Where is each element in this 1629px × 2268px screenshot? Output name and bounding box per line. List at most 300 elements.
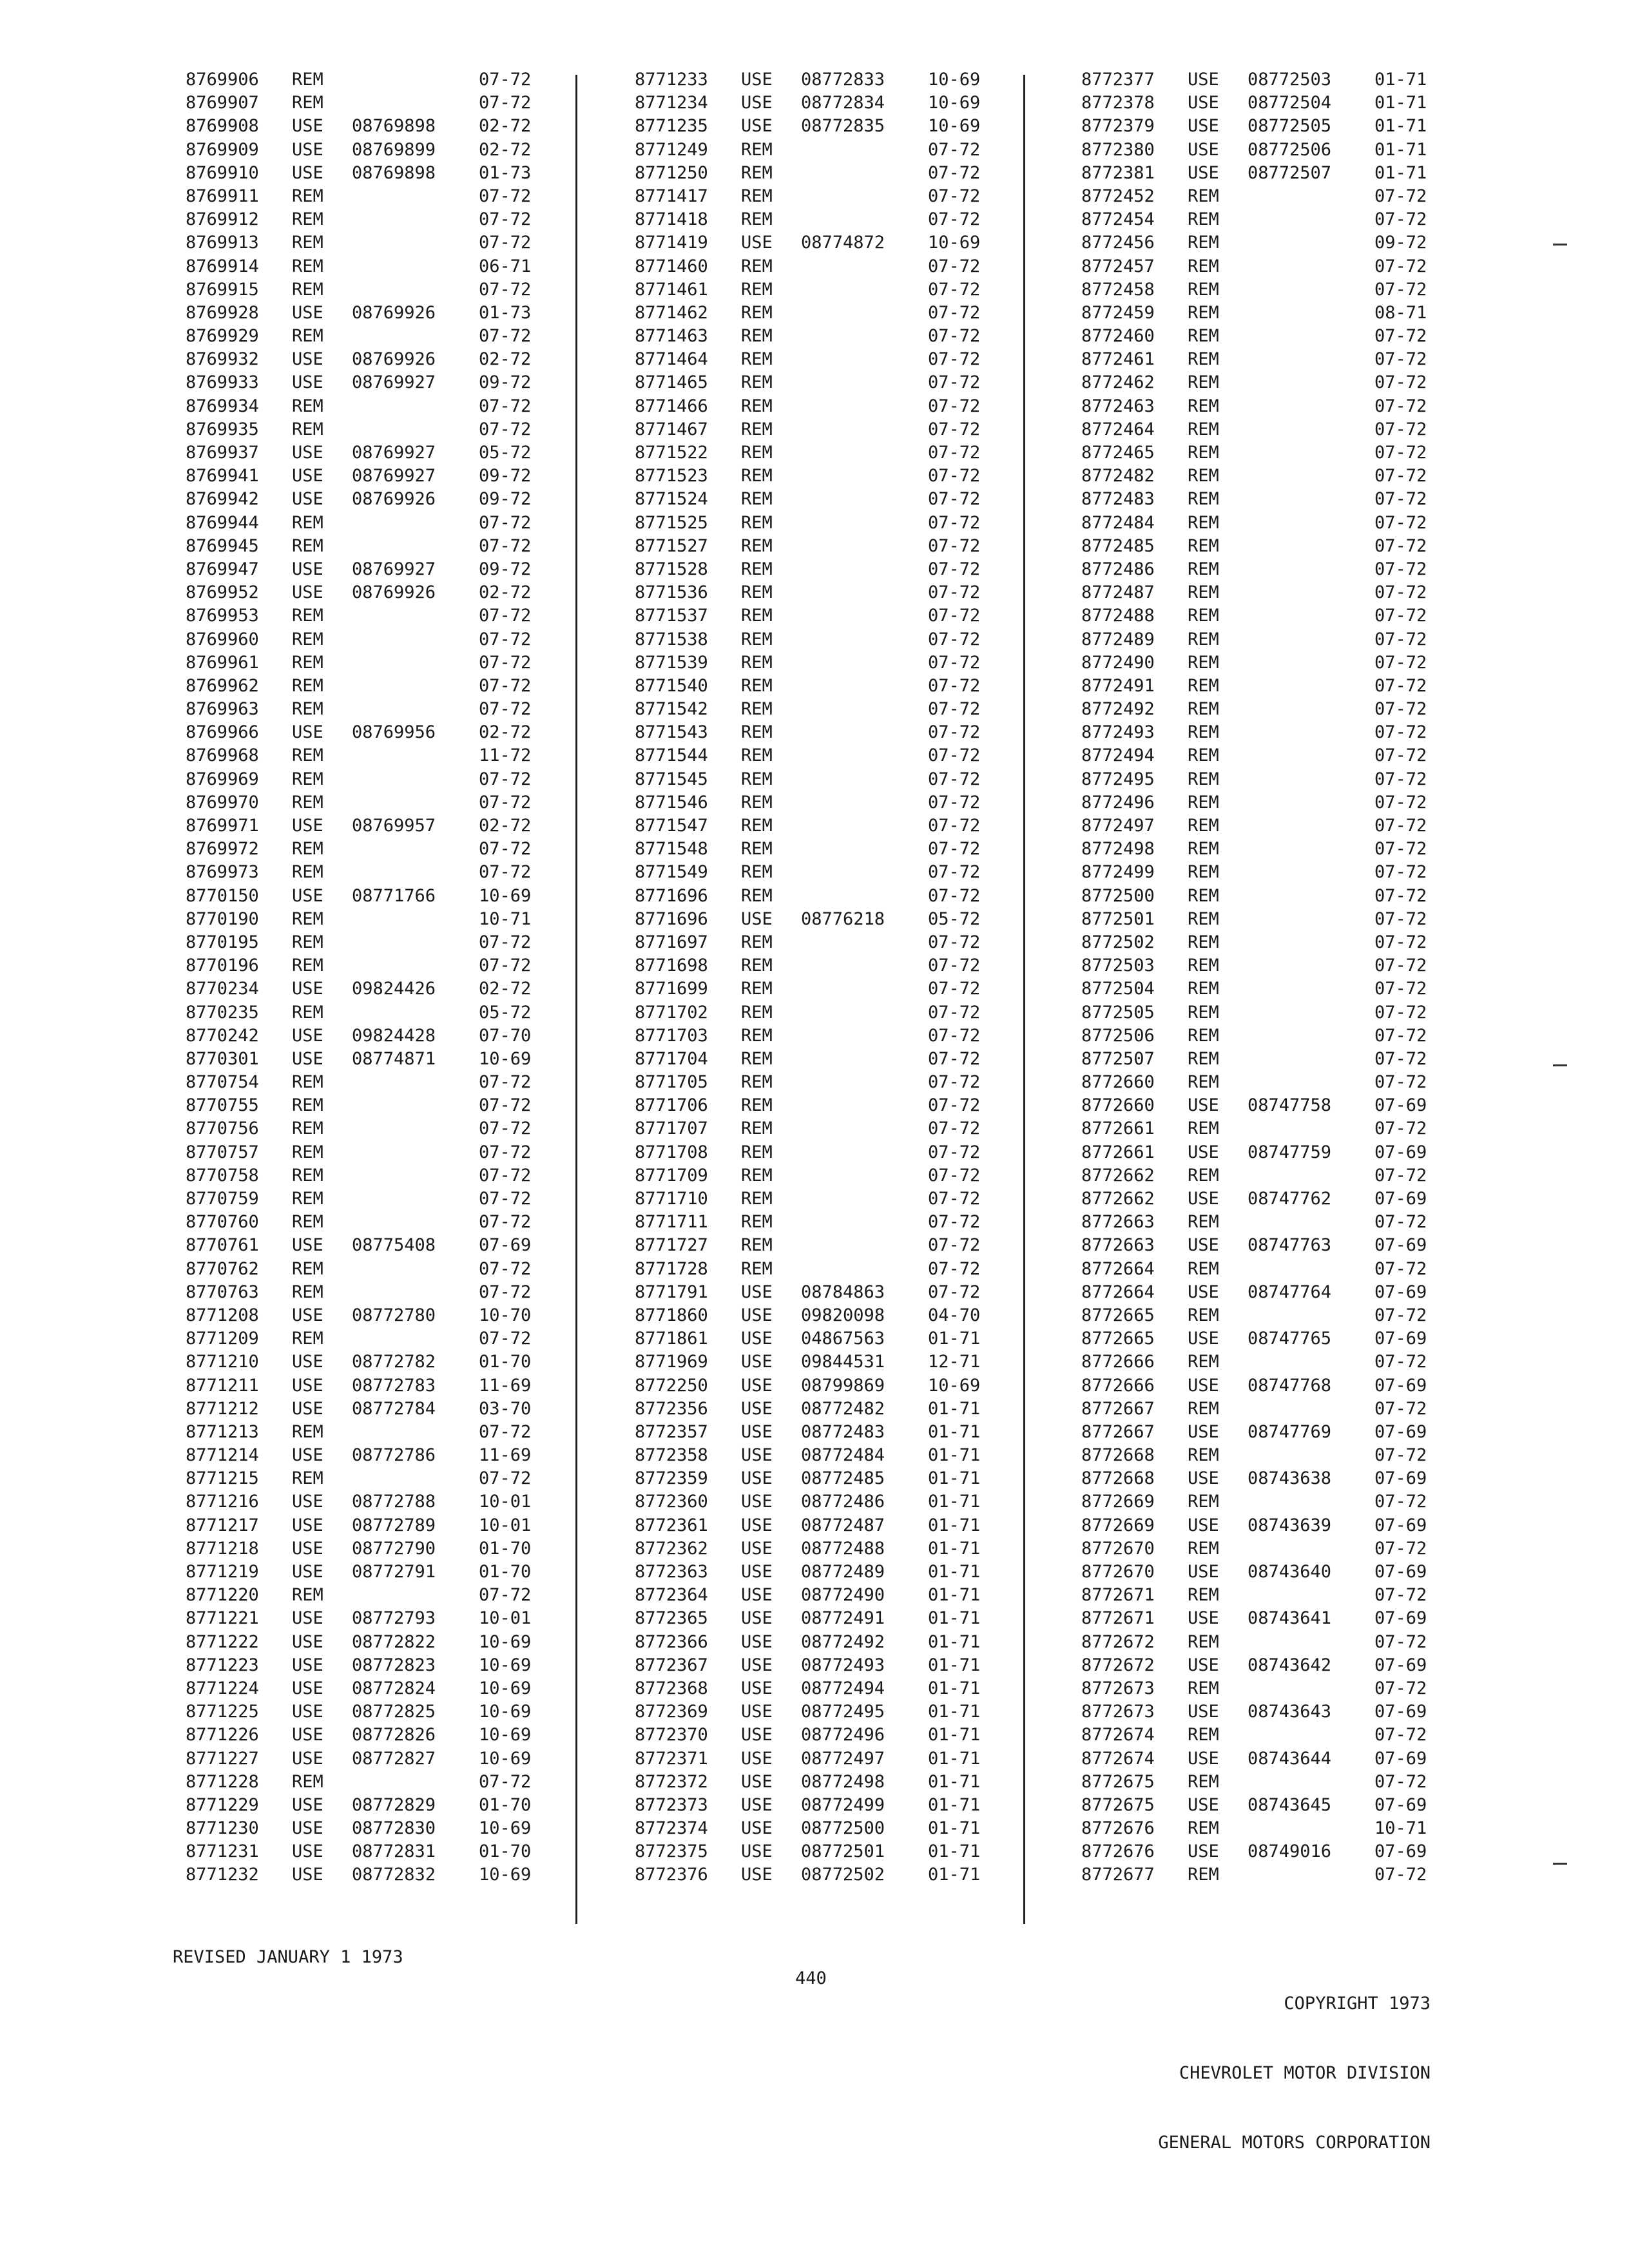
effective-date: 01-71	[928, 1655, 981, 1675]
part-row	[635, 325, 1021, 348]
effective-date: 12-71	[928, 1352, 981, 1372]
part-row	[186, 977, 572, 1001]
action-code: USE	[1188, 1794, 1219, 1815]
action-code: REM	[1188, 1305, 1219, 1325]
part-row	[1081, 604, 1468, 628]
action-code: REM	[741, 769, 773, 789]
action-code: REM	[292, 279, 323, 300]
part-number: 8771209	[186, 1329, 259, 1349]
part-row	[635, 1211, 1021, 1234]
part-row	[1081, 1187, 1468, 1211]
effective-date: 10-69	[479, 1702, 532, 1722]
action-code: USE	[741, 1305, 773, 1325]
effective-date: 01-70	[479, 1352, 532, 1372]
effective-date: 07-72	[479, 396, 532, 416]
action-code: REM	[1188, 1258, 1219, 1279]
action-code: REM	[292, 1468, 323, 1489]
part-number: 8772499	[1081, 862, 1155, 883]
part-row	[186, 1747, 572, 1771]
part-row	[186, 1187, 572, 1211]
action-code: USE	[292, 1678, 323, 1698]
part-row	[635, 1094, 1021, 1117]
part-number: 8771860	[635, 1305, 708, 1325]
part-row	[186, 1537, 572, 1561]
action-code: REM	[1188, 979, 1219, 999]
effective-date: 01-70	[479, 1538, 532, 1559]
action-code: REM	[292, 419, 323, 439]
action-code: REM	[1188, 1025, 1219, 1046]
part-row	[186, 1490, 572, 1514]
part-number: 8772365	[635, 1608, 708, 1629]
action-code: REM	[741, 1142, 773, 1162]
part-number: 8769945	[186, 535, 259, 556]
part-number: 8771417	[635, 186, 708, 206]
action-code: REM	[1188, 209, 1219, 230]
action-code: REM	[1188, 722, 1219, 743]
action-code: USE	[741, 93, 773, 113]
part-number: 8772491	[1081, 675, 1155, 696]
effective-date: 10-69	[479, 1631, 532, 1652]
part-number: 8772496	[1081, 792, 1155, 812]
action-code: REM	[292, 675, 323, 696]
action-code: REM	[741, 839, 773, 860]
part-row	[186, 581, 572, 604]
effective-date: 07-72	[1374, 349, 1427, 370]
part-row	[1081, 395, 1468, 418]
part-number: 8772674	[1081, 1748, 1155, 1769]
part-number: 8769914	[186, 256, 259, 276]
part-number: 8772492	[1081, 699, 1155, 720]
new-part-number: 08772491	[801, 1608, 885, 1629]
part-number: 8771211	[186, 1375, 259, 1396]
effective-date: 07-72	[928, 1142, 981, 1162]
action-code: REM	[292, 769, 323, 789]
effective-date: 07-70	[479, 1025, 532, 1046]
part-number: 8771710	[635, 1189, 708, 1209]
effective-date: 07-72	[928, 745, 981, 766]
action-code: REM	[741, 1212, 773, 1233]
part-number: 8771969	[635, 1352, 708, 1372]
part-row	[1081, 977, 1468, 1001]
part-row	[1081, 1631, 1468, 1654]
part-number: 8769972	[186, 839, 259, 860]
new-part-number: 08772487	[801, 1515, 885, 1535]
part-number: 8771221	[186, 1608, 259, 1629]
part-row	[1081, 954, 1468, 977]
part-number: 8771547	[635, 816, 708, 836]
effective-date: 07-72	[928, 559, 981, 579]
action-code: REM	[292, 629, 323, 649]
margin-mark	[1553, 244, 1567, 245]
effective-date: 07-72	[928, 675, 981, 696]
effective-date: 07-72	[1374, 256, 1427, 276]
part-row	[635, 604, 1021, 628]
action-code: REM	[1188, 816, 1219, 836]
action-code: REM	[1188, 1119, 1219, 1139]
effective-date: 09-72	[479, 489, 532, 510]
part-number: 8771711	[635, 1212, 708, 1233]
action-code: REM	[741, 162, 773, 183]
effective-date: 07-72	[1374, 839, 1427, 860]
copyright-line: CHEVROLET MOTOR DIVISION	[1179, 2063, 1431, 2083]
part-number: 8771233	[635, 70, 708, 90]
part-row	[1081, 1747, 1468, 1771]
action-code: USE	[741, 1608, 773, 1629]
action-code: REM	[292, 839, 323, 860]
part-row	[186, 931, 572, 954]
action-code: REM	[1188, 326, 1219, 347]
action-code: REM	[1188, 956, 1219, 976]
action-code: USE	[1188, 1375, 1219, 1396]
part-number: 8771234	[635, 93, 708, 113]
part-number: 8771728	[635, 1258, 708, 1279]
effective-date: 07-72	[928, 139, 981, 160]
new-part-number: 09820098	[801, 1305, 885, 1325]
part-number: 8771230	[186, 1818, 259, 1839]
part-row	[1081, 1048, 1468, 1071]
parts-column-3	[1081, 68, 1468, 1887]
part-number: 8772498	[1081, 839, 1155, 860]
part-number: 8769962	[186, 675, 259, 696]
part-number: 8772373	[635, 1794, 708, 1815]
part-row	[635, 1561, 1021, 1584]
effective-date: 07-72	[1374, 956, 1427, 976]
part-number: 8772663	[1081, 1212, 1155, 1233]
effective-date: 07-72	[479, 1585, 532, 1606]
part-number: 8771727	[635, 1235, 708, 1256]
action-code: USE	[292, 722, 323, 743]
part-number: 8772359	[635, 1468, 708, 1489]
action-code: REM	[292, 606, 323, 626]
effective-date: 07-69	[479, 1235, 532, 1256]
part-row	[1081, 1350, 1468, 1374]
action-code: REM	[292, 1771, 323, 1792]
part-row	[1081, 721, 1468, 744]
part-number: 8772356	[635, 1398, 708, 1419]
action-code: REM	[292, 1142, 323, 1162]
part-number: 8771539	[635, 652, 708, 673]
action-code: USE	[292, 559, 323, 579]
action-code: REM	[292, 1095, 323, 1116]
new-part-number: 08772823	[352, 1655, 436, 1675]
action-code: REM	[1188, 466, 1219, 486]
new-part-number: 08772484	[801, 1445, 885, 1466]
part-row	[1081, 1071, 1468, 1094]
part-row	[635, 1677, 1021, 1700]
effective-date: 07-72	[1374, 862, 1427, 883]
part-number: 8771524	[635, 489, 708, 510]
part-row	[635, 348, 1021, 371]
new-part-number: 08772500	[801, 1818, 885, 1839]
effective-date: 07-72	[479, 209, 532, 230]
effective-date: 07-72	[928, 1072, 981, 1093]
effective-date: 07-72	[928, 722, 981, 743]
new-part-number: 08772506	[1248, 139, 1332, 160]
part-row	[186, 1607, 572, 1630]
part-row	[1081, 255, 1468, 278]
action-code: REM	[741, 885, 773, 906]
part-number: 8770756	[186, 1119, 259, 1139]
effective-date: 07-72	[479, 535, 532, 556]
part-number: 8771706	[635, 1095, 708, 1116]
part-row	[186, 1700, 572, 1724]
effective-date: 09-72	[479, 372, 532, 393]
action-code: USE	[1188, 139, 1219, 160]
action-code: REM	[292, 1212, 323, 1233]
action-code: REM	[292, 792, 323, 812]
part-row	[1081, 1234, 1468, 1257]
part-row	[1081, 1421, 1468, 1444]
action-code: REM	[1188, 1048, 1219, 1069]
action-code: REM	[1188, 1492, 1219, 1512]
part-number: 8772378	[1081, 93, 1155, 113]
effective-date: 07-72	[928, 1048, 981, 1069]
part-number: 8769908	[186, 116, 259, 137]
part-row	[1081, 1561, 1468, 1584]
effective-date: 09-72	[479, 466, 532, 486]
action-code: USE	[741, 1585, 773, 1606]
part-row	[1081, 1724, 1468, 1747]
part-row	[635, 185, 1021, 208]
action-code: REM	[1188, 443, 1219, 463]
effective-date: 07-72	[928, 652, 981, 673]
new-part-number: 08747758	[1248, 1095, 1332, 1116]
action-code: USE	[741, 1865, 773, 1885]
new-part-number: 04867563	[801, 1329, 885, 1349]
action-code: REM	[741, 1165, 773, 1186]
effective-date: 10-01	[479, 1492, 532, 1512]
new-part-number: 08772493	[801, 1655, 885, 1675]
action-code: REM	[1188, 908, 1219, 929]
part-row	[186, 628, 572, 651]
part-number: 8770190	[186, 908, 259, 929]
action-code: REM	[1188, 1445, 1219, 1466]
action-code: USE	[292, 443, 323, 463]
part-number: 8772369	[635, 1702, 708, 1722]
action-code: REM	[292, 1072, 323, 1093]
part-number: 8770759	[186, 1189, 259, 1209]
new-part-number: 08772489	[801, 1562, 885, 1582]
part-row	[186, 651, 572, 675]
part-number: 8770755	[186, 1095, 259, 1116]
part-number: 8772487	[1081, 582, 1155, 603]
effective-date: 01-71	[1374, 139, 1427, 160]
part-number: 8769941	[186, 466, 259, 486]
part-row	[635, 744, 1021, 767]
new-part-number: 08772501	[801, 1841, 885, 1862]
part-row	[1081, 1304, 1468, 1327]
action-code: USE	[741, 1375, 773, 1396]
part-row	[186, 302, 572, 325]
part-number: 8772461	[1081, 349, 1155, 370]
part-number: 8772500	[1081, 885, 1155, 906]
action-code: REM	[1188, 186, 1219, 206]
effective-date: 02-72	[479, 116, 532, 137]
effective-date: 07-72	[1374, 932, 1427, 952]
effective-date: 07-72	[479, 186, 532, 206]
part-number: 8772485	[1081, 535, 1155, 556]
effective-date: 07-72	[479, 512, 532, 533]
effective-date: 01-71	[1374, 70, 1427, 90]
revised-date: REVISED JANUARY 1 1973	[173, 1947, 403, 1967]
effective-date: 07-72	[1374, 1072, 1427, 1093]
effective-date: 07-72	[1374, 209, 1427, 230]
effective-date: 01-71	[928, 1398, 981, 1419]
action-code: REM	[1188, 1398, 1219, 1419]
part-number: 8772661	[1081, 1142, 1155, 1162]
part-row	[1081, 838, 1468, 861]
part-row	[635, 931, 1021, 954]
part-row	[186, 885, 572, 908]
effective-date: 01-70	[479, 1562, 532, 1582]
effective-date: 07-72	[479, 1421, 532, 1442]
effective-date: 09-72	[479, 559, 532, 579]
part-row	[1081, 791, 1468, 814]
part-number: 8772465	[1081, 443, 1155, 463]
action-code: USE	[741, 1771, 773, 1792]
effective-date: 07-72	[1374, 1725, 1427, 1745]
part-number: 8772662	[1081, 1165, 1155, 1186]
part-row	[635, 1024, 1021, 1048]
part-row	[635, 1607, 1021, 1630]
action-code: USE	[741, 1702, 773, 1722]
effective-date: 07-72	[1374, 372, 1427, 393]
action-code: REM	[292, 1421, 323, 1442]
part-row	[186, 348, 572, 371]
part-row	[1081, 418, 1468, 441]
part-row	[635, 1467, 1021, 1490]
part-row	[1081, 1537, 1468, 1561]
effective-date: 09-72	[1374, 233, 1427, 253]
part-number: 8772660	[1081, 1072, 1155, 1093]
part-number: 8772372	[635, 1771, 708, 1792]
part-number: 8771460	[635, 256, 708, 276]
action-code: USE	[1188, 1095, 1219, 1116]
part-number: 8772503	[1081, 956, 1155, 976]
action-code: USE	[741, 1492, 773, 1512]
action-code: USE	[741, 1282, 773, 1302]
action-code: REM	[741, 302, 773, 323]
action-code: REM	[292, 1189, 323, 1209]
part-row	[1081, 1211, 1468, 1234]
part-number: 8772486	[1081, 559, 1155, 579]
part-row	[186, 1724, 572, 1747]
effective-date: 10-71	[479, 908, 532, 929]
action-code: REM	[741, 956, 773, 976]
part-number: 8772482	[1081, 466, 1155, 486]
new-part-number: 08771766	[352, 885, 436, 906]
part-row	[186, 1398, 572, 1421]
part-row	[1081, 675, 1468, 698]
part-row	[1081, 278, 1468, 302]
part-number: 8772661	[1081, 1119, 1155, 1139]
part-number: 8769907	[186, 93, 259, 113]
new-part-number: 08772507	[1248, 162, 1332, 183]
copyright-line: GENERAL MOTORS CORPORATION	[1158, 2133, 1431, 2153]
effective-date: 07-69	[1374, 1608, 1427, 1629]
part-number: 8771214	[186, 1445, 259, 1466]
action-code: REM	[292, 932, 323, 952]
part-row	[186, 278, 572, 302]
part-number: 8769973	[186, 862, 259, 883]
action-code: REM	[741, 279, 773, 300]
part-number: 8770754	[186, 1072, 259, 1093]
action-code: USE	[292, 116, 323, 137]
action-code: REM	[741, 326, 773, 347]
action-code: REM	[741, 349, 773, 370]
action-code: USE	[741, 1725, 773, 1745]
effective-date: 07-72	[479, 652, 532, 673]
part-row	[1081, 1700, 1468, 1724]
part-row	[186, 208, 572, 231]
new-part-number: 08772793	[352, 1608, 436, 1629]
part-row	[635, 91, 1021, 115]
new-part-number: 08772492	[801, 1631, 885, 1652]
action-code: REM	[1188, 279, 1219, 300]
part-row	[635, 278, 1021, 302]
part-row	[635, 838, 1021, 861]
effective-date: 01-71	[928, 1631, 981, 1652]
part-row	[186, 91, 572, 115]
action-code: REM	[292, 652, 323, 673]
part-number: 8769942	[186, 489, 259, 510]
part-number: 8771523	[635, 466, 708, 486]
part-number: 8772505	[1081, 1002, 1155, 1023]
action-code: REM	[292, 396, 323, 416]
effective-date: 07-72	[1374, 816, 1427, 836]
effective-date: 07-72	[1374, 186, 1427, 206]
action-code: USE	[1188, 1562, 1219, 1582]
part-number: 8772360	[635, 1492, 708, 1512]
effective-date: 10-69	[479, 1655, 532, 1675]
part-row	[1081, 488, 1468, 511]
new-part-number: 08772482	[801, 1398, 885, 1419]
effective-date: 07-72	[479, 1258, 532, 1279]
new-part-number: 08747769	[1248, 1421, 1332, 1442]
action-code: USE	[292, 489, 323, 510]
part-number: 8771704	[635, 1048, 708, 1069]
new-part-number: 08772503	[1248, 70, 1332, 90]
part-row	[186, 698, 572, 721]
part-number: 8771699	[635, 979, 708, 999]
part-row	[186, 604, 572, 628]
action-code: REM	[741, 699, 773, 720]
action-code: REM	[292, 93, 323, 113]
action-code: REM	[1188, 1725, 1219, 1745]
part-row	[1081, 651, 1468, 675]
effective-date: 07-69	[1374, 1515, 1427, 1535]
part-number: 8771522	[635, 443, 708, 463]
part-number: 8771543	[635, 722, 708, 743]
effective-date: 07-72	[479, 233, 532, 253]
part-number: 8772458	[1081, 279, 1155, 300]
effective-date: 04-70	[928, 1305, 981, 1325]
part-number: 8771462	[635, 302, 708, 323]
effective-date: 07-72	[479, 1468, 532, 1489]
action-code: REM	[292, 1585, 323, 1606]
effective-date: 07-72	[1374, 1538, 1427, 1559]
new-part-number: 08772488	[801, 1538, 885, 1559]
part-number: 8769937	[186, 443, 259, 463]
new-part-number: 08769898	[352, 162, 436, 183]
effective-date: 07-72	[1374, 699, 1427, 720]
effective-date: 07-72	[928, 862, 981, 883]
part-row	[635, 791, 1021, 814]
action-code: REM	[1188, 302, 1219, 323]
part-row	[635, 208, 1021, 231]
action-code: USE	[1188, 1421, 1219, 1442]
part-number: 8772666	[1081, 1375, 1155, 1396]
